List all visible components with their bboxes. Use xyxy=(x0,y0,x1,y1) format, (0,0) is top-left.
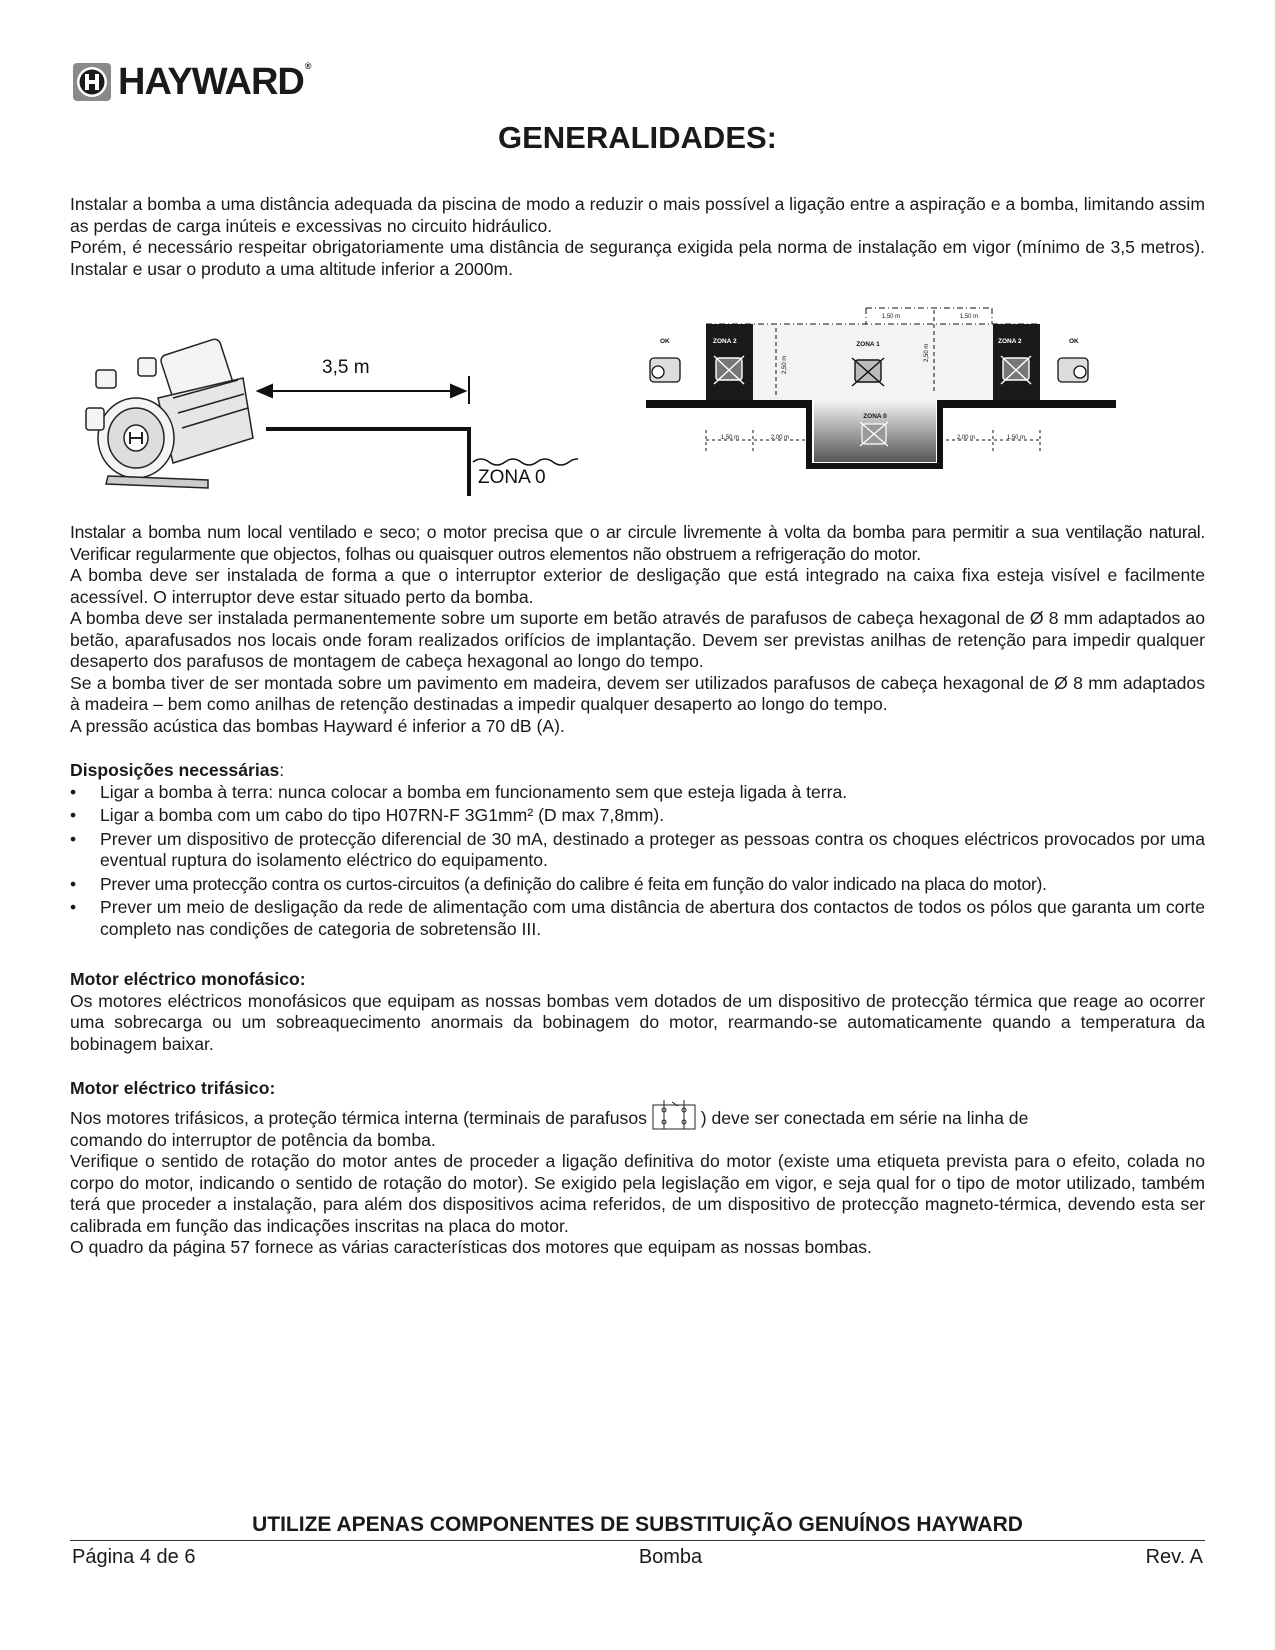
installation-paragraph-3: A bomba deve ser instalada permanentemente sobre um suporte em betão através de parafusos de cabeça hexagonal de Ø 8 mm adaptados ao betão, aparafusados nos locais onde foram realizados orifícios de implantação. Devem ser previstas anilhas de retenção para impedir qualquer desaperto dos parafusos de montagem de cabeça hexagonal ao longo do tempo. xyxy=(70,608,1205,671)
installation-paragraph-1: Instalar a bomba num local ventilado e seco; o motor precisa que o ar circule livremente à volta da bomba para permitir a sua ventilação natural. Verificar regularmente que objectos, folhas ou quaisquer outros elementos não obstruem a refrigeração do motor. xyxy=(70,522,1205,564)
footer-divider xyxy=(70,1540,1205,1541)
zone-boundaries xyxy=(706,308,1040,324)
dispositions-section: Disposições necessárias: • Ligar a bomba à terra: nunca colocar a bomba em funcionamento sem que esteja ligada à terra. • Ligar a bomba com um cabo do tipo H07RN-F 3G1mm² (D max 7,8mm). • Prever um dispositivo de protecção diferencial de 30 mA, destinado a proteger as pessoas contra os choques eléctricos provocados por uma eventual ruptura do isolamento eléctrico do equipamento. • Prever uma protecção contra os curtos-circuitos (a definição do calibre é feita em função do valor indicado na placa do motor). • Prever um meio de desligação da rede de alimentação com uma distância de abertura dos contactos de todos os pólos que garanta um corte completo nas condições de categoria de sobretensão III. xyxy=(70,760,1205,942)
zone-1-label: ZONA 1 xyxy=(856,341,880,348)
pump-distance-figure xyxy=(78,328,578,500)
dim-bottom-4: 1,50 m xyxy=(1006,435,1026,441)
dim-bottom-3: 2,00 m xyxy=(956,435,976,441)
intro-text xyxy=(70,194,1205,280)
water-surface xyxy=(473,459,578,465)
genuine-parts-notice: UTILIZE APENAS COMPONENTES DE SUBSTITUIÇÃO GENUÍNOS HAYWARD xyxy=(252,1513,1023,1536)
zone-0-diagram-label: ZONA 0 xyxy=(863,413,887,420)
ok-left-label: OK xyxy=(660,338,670,345)
ok-right-label: OK xyxy=(1069,338,1079,345)
dim-bottom-1: 1,50 m xyxy=(720,435,740,441)
list-item: • Prever uma protecção contra os curtos-circuitos (a definição do calibre é feita em função do valor indicado na placa do motor). xyxy=(70,874,1205,896)
tri-motor-paragraph-3: O quadro da página 57 fornece as várias características dos motores que equipam as nossas bombas. xyxy=(70,1237,872,1257)
zone-2-right-label: ZONA 2 xyxy=(998,338,1022,345)
thermal-protection-terminal-icon xyxy=(652,1100,696,1130)
tri-motor-line1-before: Nos motores trifásicos, a proteção térmica interna (terminais de parafusos xyxy=(70,1107,647,1128)
dim-bottom-2: 2,00 m xyxy=(770,435,790,441)
zone-2-left-label: ZONA 2 xyxy=(713,338,737,345)
tri-motor-section xyxy=(70,1078,1205,1259)
intro-paragraph-1: Instalar a bomba a uma distância adequada da piscina de modo a reduzir o mais possível a ligação entre a aspiração e a bomba, limitando assim as perdas de carga inúteis e excessivas no circuito hidráulico. xyxy=(70,194,1205,236)
dim-top-left: 1,50 m xyxy=(881,314,901,320)
hayward-logo-mark-icon xyxy=(72,62,112,102)
dim-top-right: 1,50 m xyxy=(959,314,979,320)
page-number: Página 4 de 6 xyxy=(72,1546,196,1568)
intro-paragraph-2: Porém, é necessário respeitar obrigatoriamente uma distância de segurança exigida pela norma de instalação em vigor (mínimo de 3,5 metros). Instalar e usar o produto a uma altitude inferior a 2000m. xyxy=(70,237,1205,279)
dim-height-right: 2,50 m xyxy=(924,343,930,362)
revision-label: Rev. A xyxy=(1145,1546,1203,1568)
zone-0-label: ZONA 0 xyxy=(478,467,546,488)
dispositions-heading: Disposições necessárias xyxy=(70,760,280,780)
mono-motor-text: Os motores eléctricos monofásicos que equipam as nossas bombas vem dotados de um dispositivo de protecção térmica que reage ao ocorrer uma sobrecarga ou um sobreaquecimento anormais da bobinagem do motor, rearmando-se automaticamente quando a temperatura da bobinagem baixar. xyxy=(70,990,1205,1054)
safety-zones-diagram xyxy=(646,306,1116,472)
dim-height-left: 2,50 m xyxy=(782,355,788,374)
pump-illustration xyxy=(86,338,253,488)
tri-motor-line1-after: ) deve ser conectada em série na linha de xyxy=(700,1107,1029,1128)
list-item: • Prever um meio de desligação da rede de alimentação com uma distância de abertura dos contactos de todos os pólos que garanta um corte completo nas condições de categoria de sobretensão III. xyxy=(70,897,1205,940)
prohibited-pump-zone0-icon xyxy=(860,422,888,446)
list-item: • Ligar a bomba à terra: nunca colocar a bomba em funcionamento sem que esteja ligada à terra. xyxy=(70,782,1205,804)
mono-motor-heading: Motor eléctrico monofásico: xyxy=(70,969,306,989)
prohibited-pump-zone1-icon xyxy=(852,358,884,386)
pool-edge xyxy=(266,429,469,496)
tri-motor-heading: Motor eléctrico trifásico: xyxy=(70,1078,276,1098)
installation-paragraph-2: A bomba deve ser instalada de forma a que o interruptor exterior de desligação que está integrado na caixa fixa esteja visível e facilmente acessível. O interruptor deve estar situado perto da bomba. xyxy=(70,565,1205,607)
installation-paragraph-5: A pressão acústica das bombas Hayward é inferior a 70 dB (A). xyxy=(70,715,565,736)
list-item: • Ligar a bomba com um cabo do tipo H07RN-F 3G1mm² (D max 7,8mm). xyxy=(70,805,1205,827)
dispositions-list xyxy=(70,782,1205,941)
tri-motor-paragraph-2: Verifique o sentido de rotação do motor antes de proceder a ligação definitiva do motor (existe uma etiqueta prevista para o efeito, colada no corpo do motor, indicando o sentido de rotação do motor). Se exigido pela legislação em vigor, e seja qual for o tipo de motor utilizado, também terá que proceder a instalação, para além dos dispositivos acima referidos, de um dispositivo de protecção magneto-térmica, devendo esta ser calibrada em função das indicações inscritas na placa do motor. xyxy=(70,1151,1205,1236)
mono-motor-section xyxy=(70,969,1205,1055)
distance-arrow xyxy=(258,376,469,404)
installation-paragraph-4: Se a bomba tiver de ser montada sobre um pavimento em madeira, devem ser utilizados parafusos de cabeça hexagonal de Ø 8 mm adaptados à madeira – bem como anilhas de retenção destinadas a impedir qualquer desaperto ao longo do tempo. xyxy=(70,672,1205,714)
page-title: GENERALIDADES: xyxy=(497,120,777,155)
installation-text xyxy=(70,522,1205,737)
brand-name: HAYWARD® xyxy=(118,60,311,103)
list-item: • Prever um dispositivo de protecção diferencial de 30 mA, destinado a proteger as pessoas contra os choques eléctricos provocados por uma eventual ruptura do isolamento eléctrico do equipamento. xyxy=(70,829,1205,872)
page-footer xyxy=(72,1546,1203,1569)
footer-center-label: Bomba xyxy=(638,1546,703,1568)
tri-motor-line2: comando do interruptor de potência da bomba. xyxy=(70,1129,436,1150)
distance-label: 3,5 m xyxy=(322,357,370,378)
hayward-logo xyxy=(72,60,310,104)
